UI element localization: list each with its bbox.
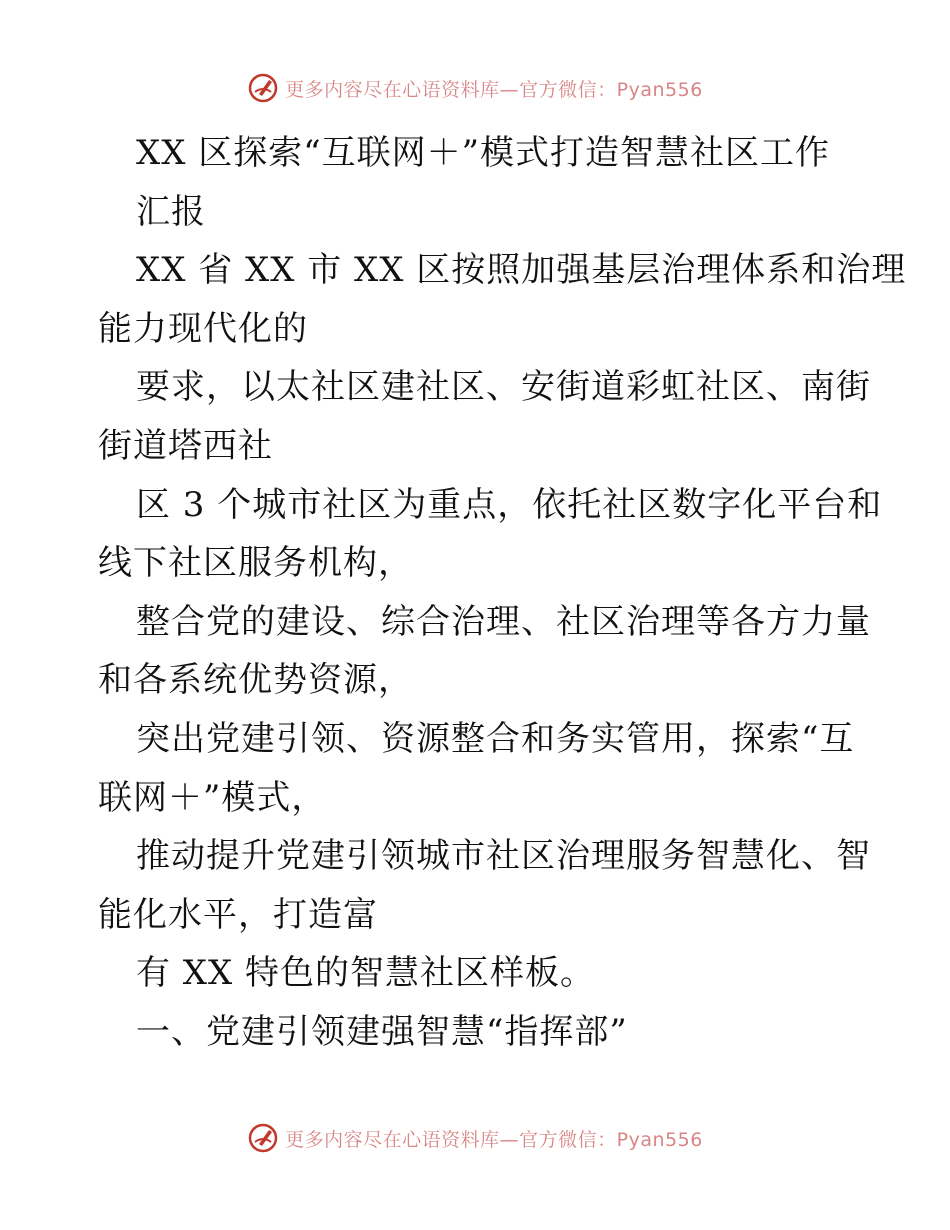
header-banner	[0, 72, 950, 104]
pen-book-logo-icon	[247, 72, 279, 104]
paragraph-line: 能力现代化的	[98, 308, 308, 349]
paragraph-line: 线下社区服务机构，	[98, 543, 413, 584]
paragraph-line: XX 省 XX 市 XX 区按照加强基层治理体系和治理	[136, 250, 907, 291]
paragraph-line: 区 3 个城市社区为重点，依托社区数字化平台和	[136, 484, 883, 525]
paragraph-line: 有 XX 特色的智慧社区样板。	[136, 953, 596, 994]
paragraph-line: 推动提升党建引领城市社区治理服务智慧化、智	[136, 836, 871, 877]
paragraph-line: 街道塔西社	[98, 425, 273, 466]
document-title-line-2: 汇报	[136, 191, 206, 232]
pen-book-logo-icon	[247, 1122, 279, 1154]
paragraph-line: 联网＋”模式，	[98, 777, 327, 818]
footer-banner	[0, 1122, 950, 1154]
paragraph-line: 突出党建引领、资源整合和务实管用，探索“互	[136, 718, 855, 759]
footer-banner-text: 更多内容尽在心语资料库—官方微信：Pyan556	[285, 1128, 703, 1151]
paragraph-line: 整合党的建设、综合治理、社区治理等各方力量	[136, 601, 871, 642]
section-heading: 一、党建引领建强智慧“指挥部”	[136, 1011, 628, 1052]
paragraph-line: 能化水平，打造富	[98, 894, 378, 935]
document-body	[98, 124, 907, 1062]
header-banner-text: 更多内容尽在心语资料库—官方微信：Pyan556	[285, 78, 703, 101]
document-title-line-1: XX 区探索“互联网＋”模式打造智慧社区工作	[136, 133, 830, 173]
paragraph-line: 要求，以太社区建社区、安街道彩虹社区、南街	[136, 367, 871, 408]
paragraph-line: 和各系统优势资源，	[98, 660, 413, 701]
